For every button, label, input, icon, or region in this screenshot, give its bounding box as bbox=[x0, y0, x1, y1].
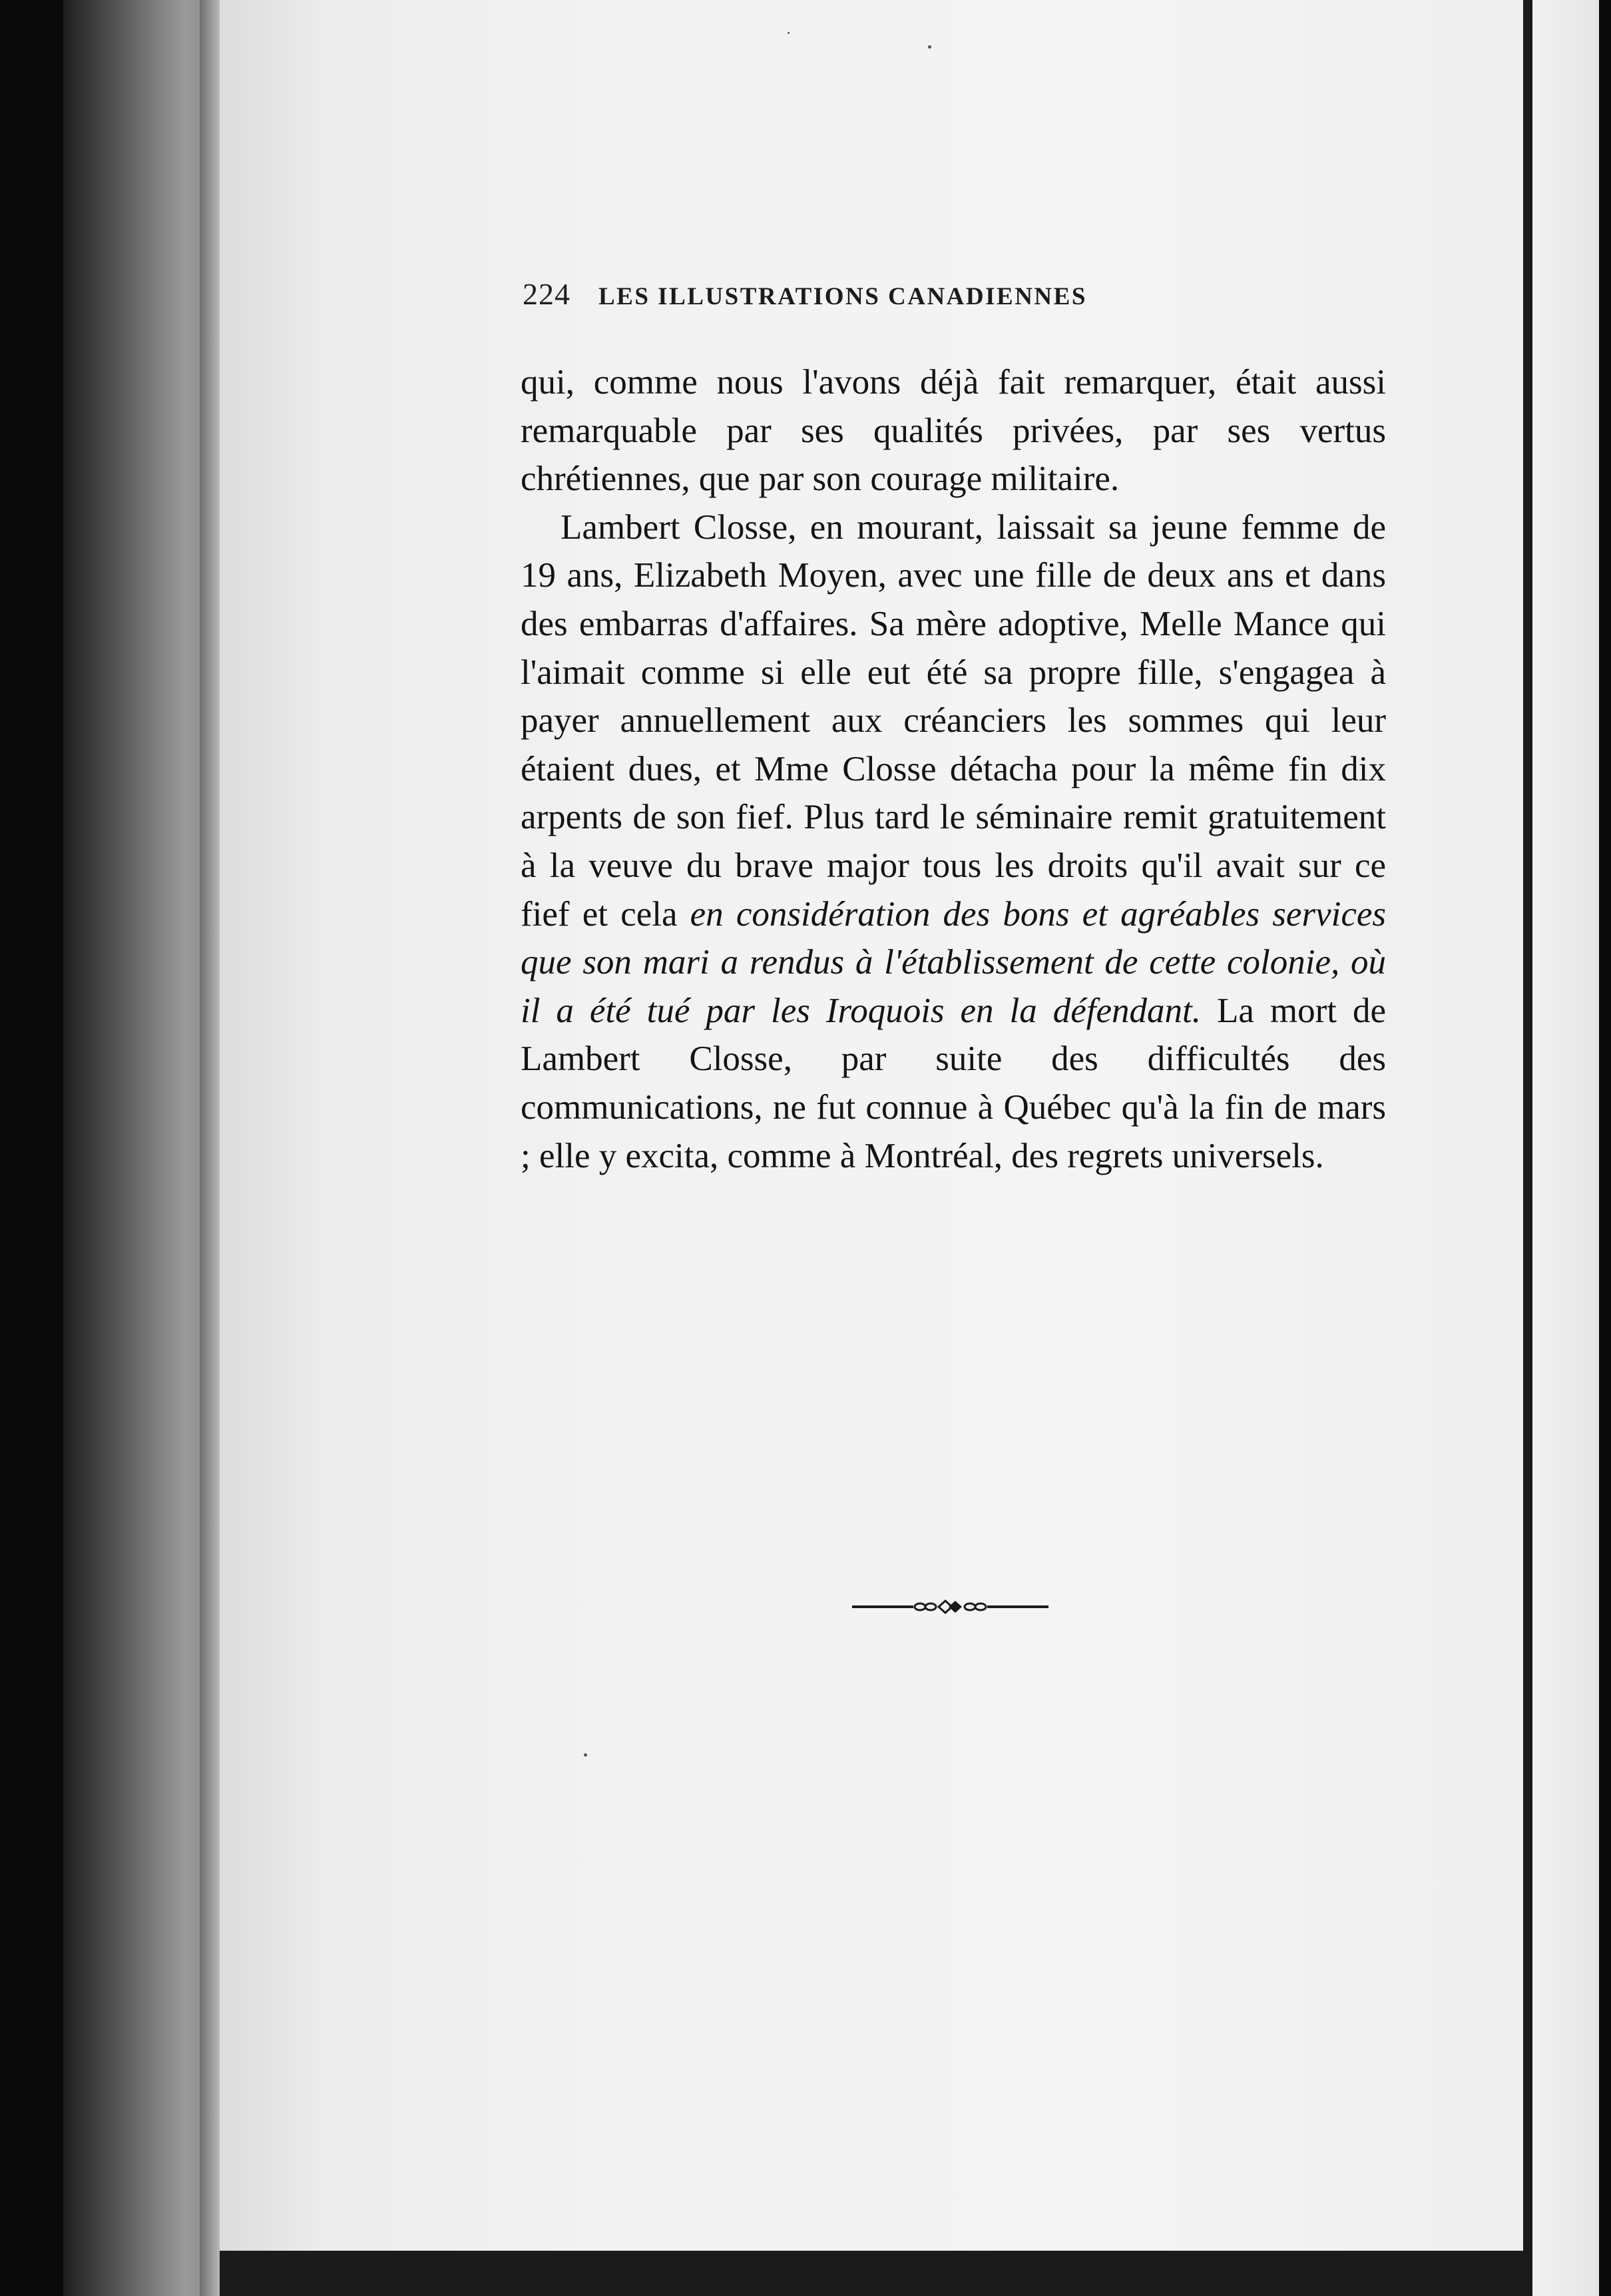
paragraph-1: qui, comme nous l'avons déjà fait remarquer, était aussi remarquable par ses qualités privées, par ses vertus chrétiennes, que par son courage militaire. bbox=[521, 363, 1386, 499]
paragraph-2-start: Lambert Closse, en mourant, laissait sa jeune femme de 19 ans, Elizabeth Moyen, avec une fille de deux ans et dans des embarras d'affaires. Sa mère adoptive, Melle Mance qui l'aimait comme si elle eut été sa propre fille, s'engagea à payer annuellement aux créanciers les sommes qui leur étaient dues, et Mme Closse détacha pour la même fin dix arpents de son fief. Plus tard le séminaire remit gratuitement à la veuve du brave major tous les droits qu'il avait sur ce fief et cela bbox=[521, 507, 1386, 934]
page-edge-line bbox=[1523, 0, 1532, 2296]
paragraph-2-end: La mort de Lambert Closse, par suite des difficultés des communications, ne fut connue à Québec qu'à la fin de mars ; elle y excita, comme à Montréal, des regrets universels. bbox=[521, 991, 1386, 1175]
body-text bbox=[521, 358, 1386, 1180]
bottom-margin-shadow bbox=[220, 2251, 1523, 2296]
next-page-strip bbox=[1532, 0, 1599, 2296]
paragraph-2-quote: en considération des bons et agréables services que son mari a rendus à l'établissement de cette colonie, où il a été tué par les Iroquois en la défendant. bbox=[521, 894, 1387, 1030]
running-title: LES ILLUSTRATIONS CANADIENNES bbox=[598, 283, 1087, 310]
page-number: 224 bbox=[523, 277, 571, 311]
spine-edge bbox=[200, 0, 220, 2296]
paper-speck bbox=[584, 1753, 587, 1757]
running-header bbox=[523, 276, 1388, 316]
paragraph-2 bbox=[521, 503, 1386, 1180]
book-spine bbox=[63, 0, 216, 2296]
paper-speck bbox=[928, 45, 931, 49]
paper-speck bbox=[788, 32, 790, 34]
tail-ornament bbox=[852, 1597, 1048, 1617]
